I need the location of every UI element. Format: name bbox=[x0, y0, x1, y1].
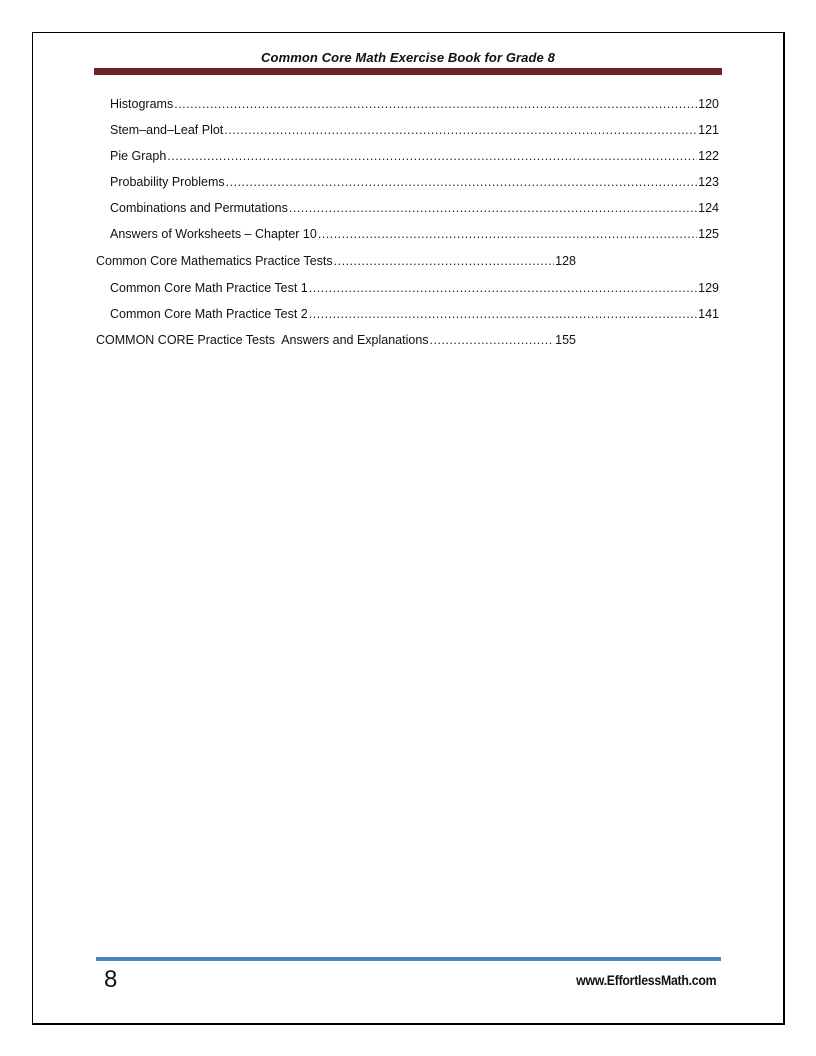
header-rule bbox=[94, 68, 722, 75]
dot-leader bbox=[174, 96, 697, 112]
toc-entry-pie-graph[interactable] bbox=[110, 148, 719, 164]
toc-entry-page: 123 bbox=[698, 175, 719, 189]
dot-leader bbox=[226, 174, 698, 190]
dot-leader bbox=[309, 280, 697, 296]
toc-entry-answers-and-explanations[interactable] bbox=[96, 332, 576, 348]
toc-entry-page: 125 bbox=[698, 227, 719, 241]
toc-entry-label: Probability Problems bbox=[110, 175, 225, 189]
toc-entry-page: 129 bbox=[698, 281, 719, 295]
toc-entry-practice-test-1[interactable] bbox=[110, 280, 719, 296]
toc-entry-label: Combinations and Permutations bbox=[110, 201, 288, 215]
toc-entry-practice-test-2[interactable] bbox=[110, 306, 719, 322]
toc-entry-label: Common Core Mathematics Practice Tests bbox=[96, 254, 333, 268]
footer-rule bbox=[96, 957, 721, 961]
running-header-title: Common Core Math Exercise Book for Grade 8 bbox=[261, 50, 555, 65]
toc-entry-page: 121 bbox=[698, 123, 719, 137]
toc-entry-label: COMMON CORE Practice Tests Answers and Explanations bbox=[96, 333, 429, 347]
toc-entry-label: Common Core Math Practice Test 1 bbox=[110, 281, 308, 295]
toc-entry-label: Pie Graph bbox=[110, 149, 167, 163]
toc-entry-page: 155 bbox=[555, 333, 576, 347]
footer-page-number: 8 bbox=[104, 966, 118, 993]
dot-leader bbox=[167, 148, 697, 164]
toc-entry-label: Common Core Math Practice Test 2 bbox=[110, 307, 308, 321]
toc-entry-label: Answers of Worksheets – Chapter 10 bbox=[110, 227, 317, 241]
dot-leader bbox=[318, 226, 697, 242]
toc-entry-combinations-and-permutations[interactable] bbox=[110, 200, 719, 216]
dot-leader bbox=[309, 306, 697, 322]
footer-website-url: www.EffortlessMath.com bbox=[575, 972, 716, 988]
toc-entry-page: 124 bbox=[698, 201, 719, 215]
toc-entry-histograms[interactable] bbox=[110, 96, 719, 112]
toc-entry-probability-problems[interactable] bbox=[110, 174, 719, 190]
toc-entry-page: 128 bbox=[555, 254, 576, 268]
toc-entry-page: 122 bbox=[698, 149, 719, 163]
dot-leader bbox=[224, 122, 697, 138]
toc-entry-practice-tests[interactable] bbox=[96, 253, 576, 269]
toc-entry-answers-chapter-10[interactable] bbox=[110, 226, 719, 242]
toc-entry-label: Stem–and–Leaf Plot bbox=[110, 123, 224, 137]
dot-leader bbox=[430, 332, 555, 348]
toc-entry-label: Histograms bbox=[110, 97, 174, 111]
dot-leader bbox=[334, 253, 554, 269]
toc-entry-page: 120 bbox=[698, 97, 719, 111]
dot-leader bbox=[289, 200, 697, 216]
toc-entry-stem-and-leaf-plot[interactable] bbox=[110, 122, 719, 138]
toc-entry-page: 141 bbox=[698, 307, 719, 321]
